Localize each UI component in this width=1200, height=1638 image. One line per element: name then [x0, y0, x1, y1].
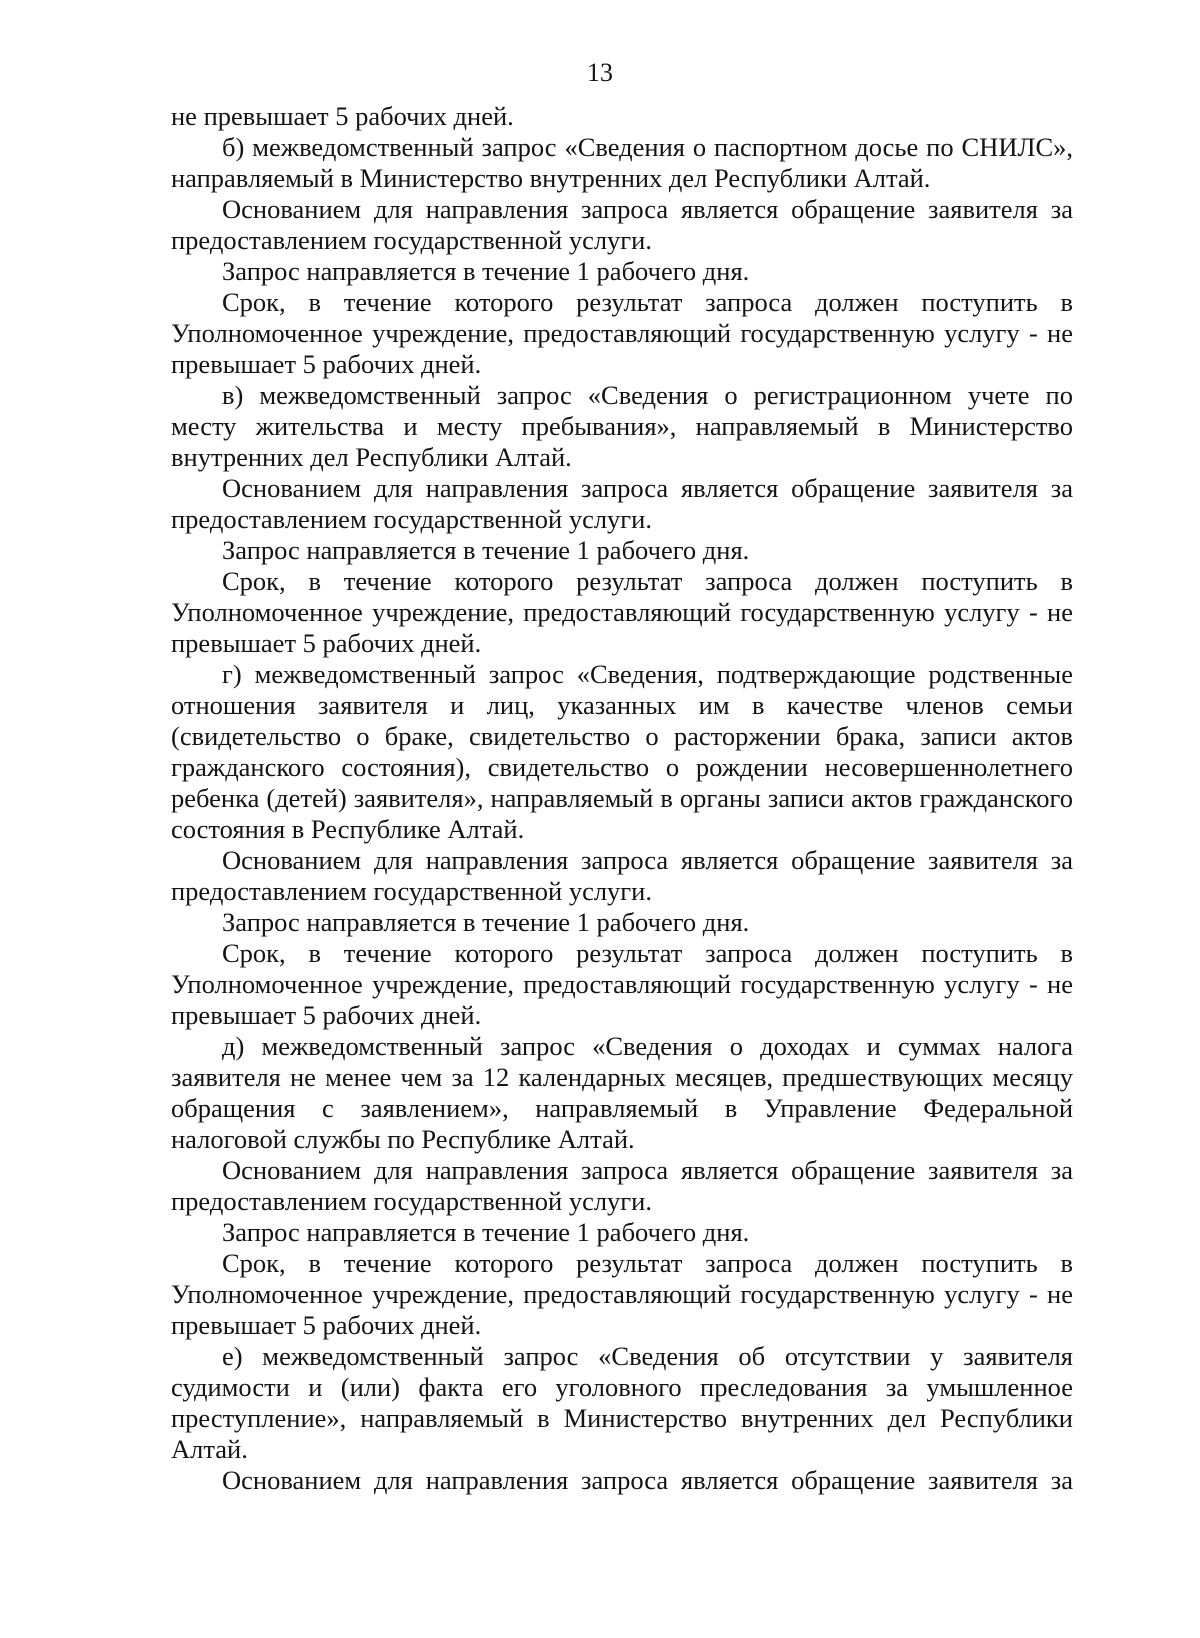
- paragraph: Запрос направляется в течение 1 рабочего дня.: [222, 535, 750, 565]
- page-number: 13: [587, 58, 613, 87]
- paragraph: Запрос направляется в течение 1 рабочего дня.: [222, 256, 750, 286]
- paragraph: е) межведомственный запрос «Сведения об отсутствии у заявителя судимости и (или) факта его уголовного преследования за умышленное преступление», направляемый в Министерство внутренних дел Республики Алтай.: [171, 1341, 1073, 1464]
- paragraph: д) межведомственный запрос «Сведения о доходах и суммах налога заявителя не менее чем за 12 календарных месяцев, предшествующих месяцу обращения с заявлением», направляемый в Управление Федеральной налоговой службы по Республике Алтай.: [171, 1031, 1073, 1154]
- paragraph: Запрос направляется в течение 1 рабочего дня.: [222, 1217, 750, 1247]
- paragraph: б) межведомственный запрос «Сведения о паспортном досье по СНИЛС», направляемый в Министерство внутренних дел Республики Алтай.: [171, 132, 1073, 193]
- paragraph: Основанием для направления запроса является обращение заявителя за предоставлением государственной услуги.: [171, 845, 1073, 906]
- paragraph: Основанием для направления запроса является обращение заявителя за: [222, 1465, 1073, 1495]
- paragraph: г) межведомственный запрос «Сведения, подтверждающие родственные отношения заявителя и лиц, указанных им в качестве членов семьи (свидетельство о браке, свидетельство о расторжении брака, записи актов гражданского состояния), свидетельство о рождении несовершеннолетнего ребенка (детей) заявителя», направляемый в органы записи актов гражданского состояния в Республике Алтай.: [171, 659, 1073, 844]
- paragraph: Срок, в течение которого результат запроса должен поступить в Уполномоченное учреждение, предоставляющий государственную услугу - не превышает 5 рабочих дней.: [171, 566, 1073, 658]
- paragraph: Основанием для направления запроса является обращение заявителя за предоставлением государственной услуги.: [171, 473, 1073, 534]
- paragraph: не превышает 5 рабочих дней.: [171, 101, 514, 131]
- paragraph: Запрос направляется в течение 1 рабочего дня.: [222, 907, 750, 937]
- paragraph: Основанием для направления запроса является обращение заявителя за предоставлением государственной услуги.: [171, 1155, 1073, 1216]
- paragraph: Основанием для направления запроса является обращение заявителя за предоставлением государственной услуги.: [171, 194, 1073, 255]
- paragraph: Срок, в течение которого результат запроса должен поступить в Уполномоченное учреждение, предоставляющий государственную услугу - не превышает 5 рабочих дней.: [171, 287, 1073, 379]
- paragraph: Срок, в течение которого результат запроса должен поступить в Уполномоченное учреждение, предоставляющий государственную услугу - не превышает 5 рабочих дней.: [171, 1248, 1073, 1340]
- paragraph: в) межведомственный запрос «Сведения о регистрационном учете по месту жительства и месту пребывания», направляемый в Министерство внутренних дел Республики Алтай.: [171, 380, 1073, 472]
- document-body: [171, 101, 1073, 1496]
- paragraph: Срок, в течение которого результат запроса должен поступить в Уполномоченное учреждение, предоставляющий государственную услугу - не превышает 5 рабочих дней.: [171, 938, 1073, 1030]
